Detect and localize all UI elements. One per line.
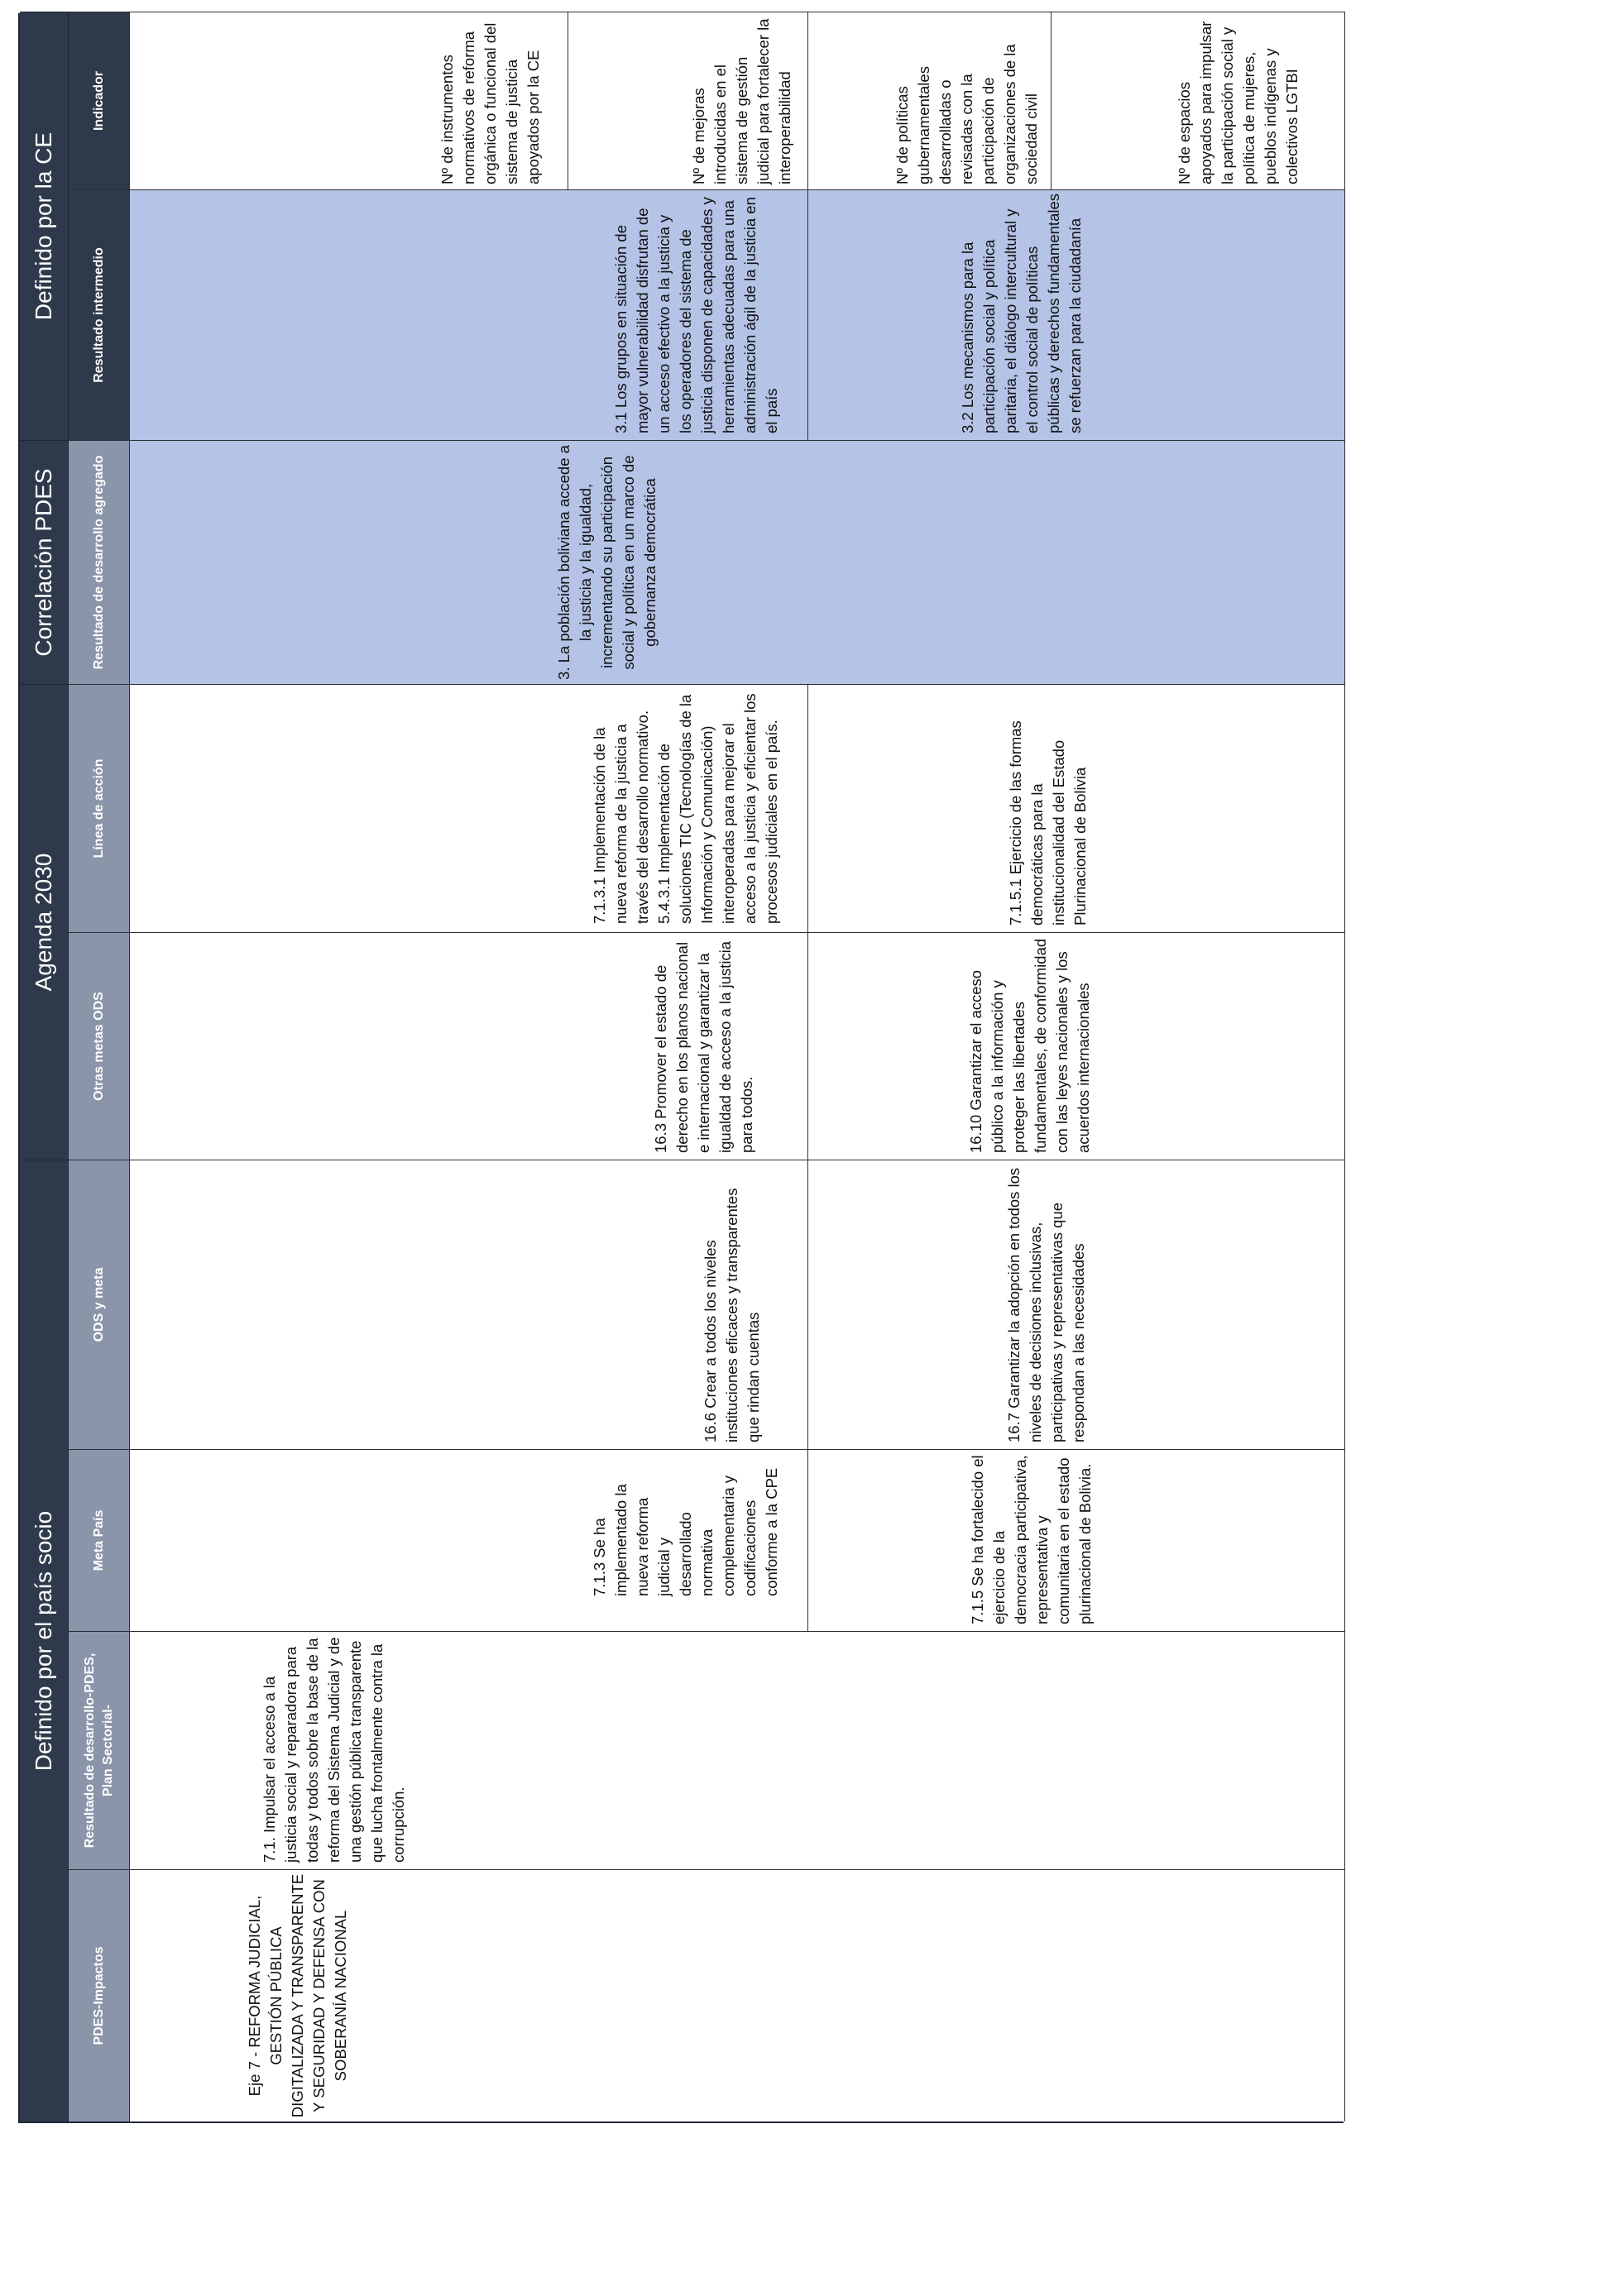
- header-ods-meta: ODS y meta: [69, 1160, 130, 1449]
- indicador-1: Nº de instrumentos normativos de reforma orgánica o funcional del sistema de justicia apoyados por la CE: [130, 12, 568, 189]
- indicador-3: Nº de políticas gubernamentales desarrolladas o revisadas con la participación de organizaciones de la sociedad civil: [808, 12, 1052, 189]
- header-resultado-pdes: Resultado de desarrollo-PDES, Plan Sectorial-: [69, 1631, 130, 1869]
- meta-pais-713: 7.1.3 Se ha implementado la nueva reforma judicial y desarrollado normativa complementaria y codificaciones conforme a la CPE: [130, 1449, 808, 1631]
- header-meta-pais: Meta País: [69, 1449, 130, 1631]
- header-resultado-intermedio: Resultado intermedio: [69, 189, 130, 440]
- resultado-intermedio-31: 3.1 Los grupos en situación de mayor vulnerabilidad disfrutan de un acceso efectivo a la justicia y los operadores del sistema de justicia disponen de capacidades y herramientas adecuadas para una administración ágil de la justicia en el país: [130, 189, 808, 440]
- indicador-2: Nº de mejoras introducidas en el sistema de gestión judicial para fortalecer la interoperabilidad: [568, 12, 808, 189]
- meta-pais-715: 7.1.5 Se ha fortalecido el ejercicio de la democracia participativa, representativa y comunitaria en el estado plurinacional de Bolivia.: [808, 1449, 1345, 1631]
- header-pdes-impactos: PDES-Impactos: [69, 1869, 130, 2121]
- section-header-pais-socio: Definido por el país socio: [20, 1160, 69, 2121]
- linea-accion-7151: 7.1.5.1 Ejercicio de las formas democráticas para la institucionalidad del Estado Plurinacional de Bolivia: [808, 684, 1345, 932]
- header-indicador: Indicador: [69, 12, 130, 189]
- ods-meta-166: 16.6 Crear a todos los niveles instituciones eficaces y transparentes que rindan cuentas: [130, 1160, 808, 1449]
- linea-accion-7131: 7.1.3.1 Implementación de la nueva reforma de la justicia a través del desarrollo normativo. 5.4.3.1 Implementación de soluciones TIC (Tecnologías de la Información y Comunicación) interoperadas para mejorar el acceso a la justicia y eficientar los procesos judiciales en el país.: [130, 684, 808, 932]
- otras-metas-163: 16.3 Promover el estado de derecho en los planos nacional e internacional y garantizar la igualdad de acceso a la justicia para todos.: [130, 932, 808, 1160]
- section-header-agenda: Agenda 2030: [20, 684, 69, 1160]
- section-header-correlacion: Correlación PDES: [20, 440, 69, 684]
- resultado-agregado-cell: 3. La población boliviana accede a la justicia y la igualdad, incrementando su participación social y política en un marco de gobernanza democrática: [130, 440, 1345, 684]
- header-resultado-agregado: Resultado de desarrollo agregado: [69, 440, 130, 684]
- resultado-pdes-cell: 7.1. Impulsar el acceso a la justicia social y reparadora para todas y todos sobre la base de la reforma del Sistema Judicial y de una gestión pública transparente que lucha frontalmente contra la corrupción.: [130, 1631, 1345, 1869]
- correlation-table: [18, 13, 1344, 2123]
- otras-metas-1610: 16.10 Garantizar el acceso público a la información y proteger las libertades fundamentales, de conformidad con las leyes nacionales y los acuerdos internacionales: [808, 932, 1345, 1160]
- resultado-intermedio-32: 3.2 Los mecanismos para la participación social y política paritaria, el diálogo intercultural y el control social de políticas públicas y derechos fundamentales se refuerzan para la ciudadanía: [808, 189, 1345, 440]
- eje-cell: Eje 7 - REFORMA JUDICIAL, GESTIÓN PÚBLICA DIGITALIZADA Y TRANSPARENTE Y SEGURIDAD Y DEFENSA CON SOBERANÍA NACIONAL: [130, 1869, 1345, 2121]
- header-otras-metas: Otras metas ODS: [69, 932, 130, 1160]
- indicador-4: Nº de espacios apoyados para impulsar la participación social y política de mujeres, pueblos indígenas y colectivos LGTBI: [1052, 12, 1345, 189]
- section-header-ce: Definido por la CE: [20, 12, 69, 440]
- header-linea-accion: Línea de acción: [69, 684, 130, 932]
- ods-meta-167: 16.7 Garantizar la adopción en todos los niveles de decisiones inclusivas, participativas y representativas que respondan a las necesidades: [808, 1160, 1345, 1449]
